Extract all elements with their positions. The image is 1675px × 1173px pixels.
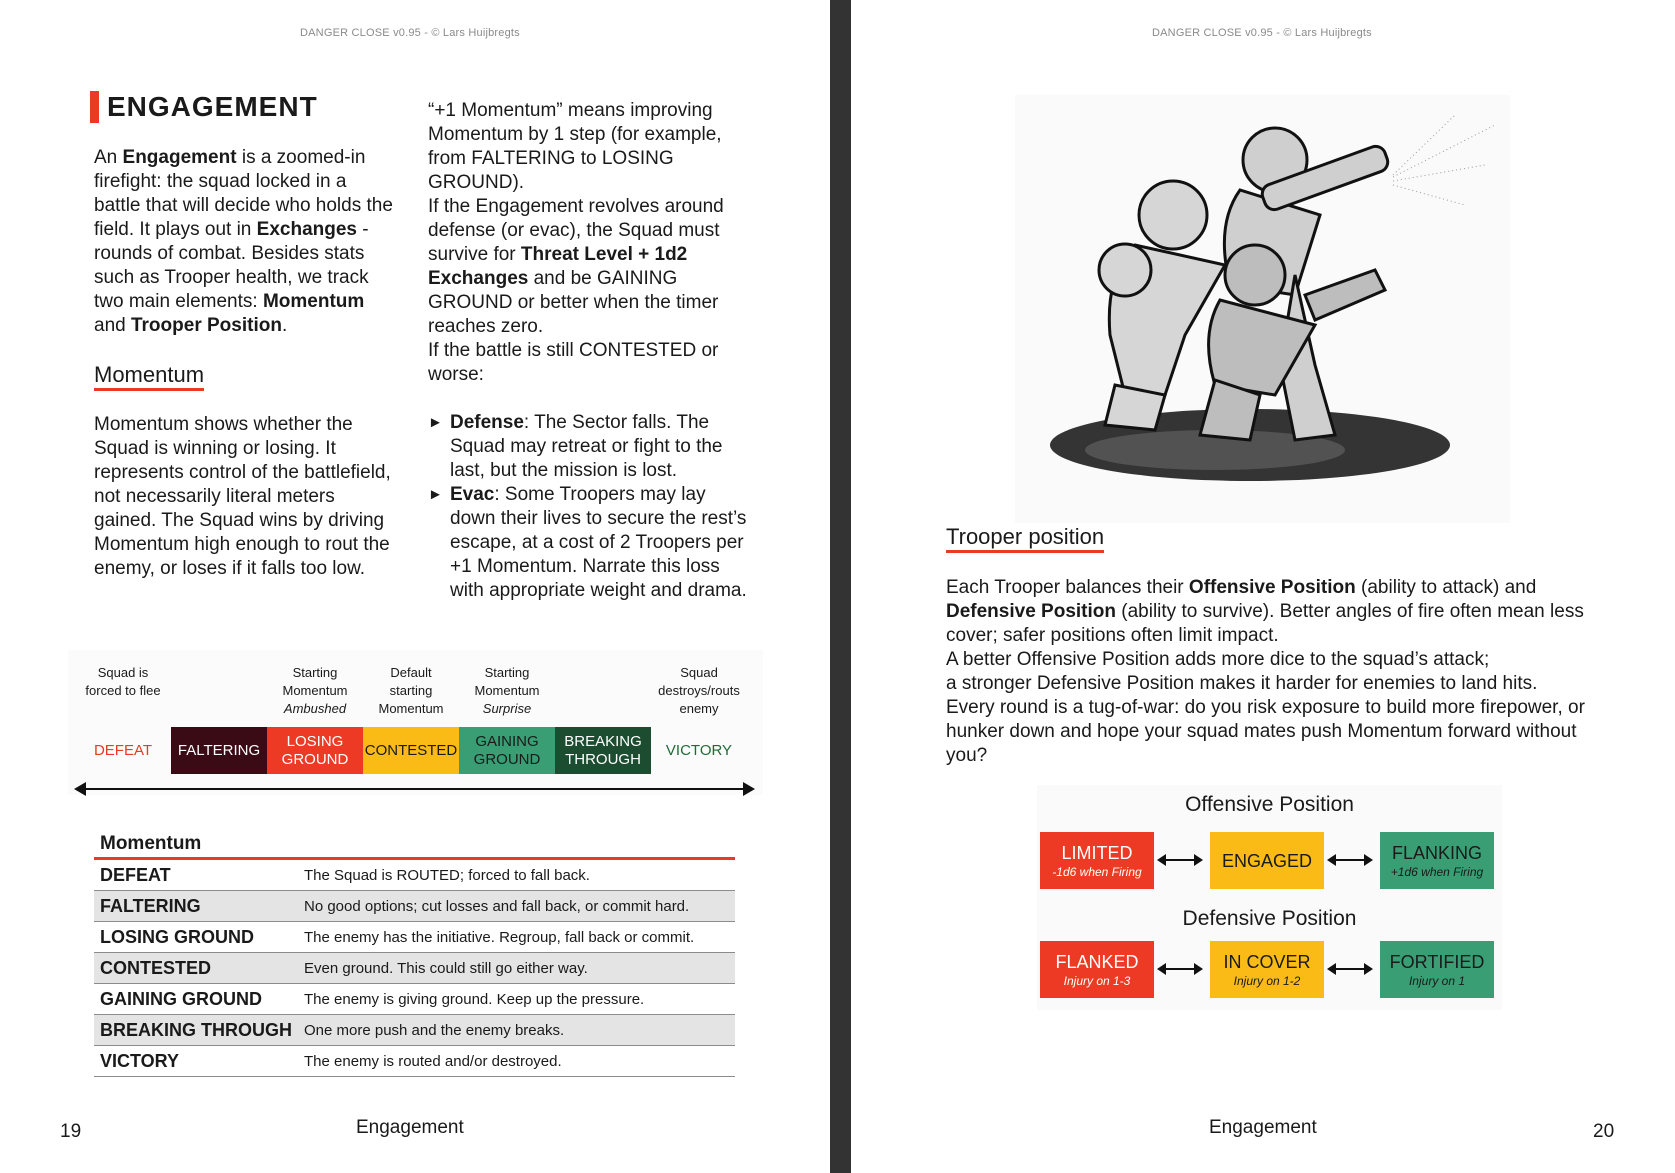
chapter-title-text: ENGAGEMENT bbox=[107, 91, 318, 122]
offensive-paragraph: A better Offensive Position adds more dice to the squad’s attack; bbox=[946, 649, 1490, 670]
defensive-paragraph: a stronger Defensive Position makes it harder for enemies to land hits. bbox=[946, 673, 1538, 694]
track-label: Default starting Momentum bbox=[378, 665, 444, 716]
track-label: Starting Momentum Surprise bbox=[474, 665, 540, 716]
table-row-key: BREAKING THROUGH bbox=[100, 1019, 292, 1040]
left-column bbox=[94, 146, 394, 581]
tug-of-war-paragraph: Every round is a tug-of-war: do you risk exposure to build more firepower, or hunker down and hope your squad mates push Momentum forward without you? bbox=[946, 697, 1585, 766]
double-arrow-icon bbox=[1157, 853, 1203, 867]
track-label: Squad is forced to flee bbox=[85, 665, 161, 698]
offensive-box-limited: LIMITED -1d6 when Firing bbox=[1040, 832, 1154, 889]
arrow-left-icon bbox=[74, 782, 86, 796]
offensive-box-flanking: FLANKING +1d6 when Firing bbox=[1380, 832, 1494, 889]
table-row-value: The enemy is routed and/or destroyed. bbox=[304, 1052, 562, 1070]
defensive-box-fortified: FORTIFIED Injury on 1 bbox=[1380, 941, 1494, 998]
momentum-table-header: Momentum bbox=[94, 830, 735, 860]
page-number: 20 bbox=[1593, 1121, 1615, 1142]
bullet-marker-icon: ► bbox=[428, 414, 443, 431]
table-row-value: No good options; cut losses and fall back, or commit hard. bbox=[304, 897, 690, 915]
table-row bbox=[94, 860, 735, 891]
plus-momentum-paragraph: “+1 Momentum” means improving Momentum by 1 step (for example, from FALTERING to LOSING GROUND). bbox=[428, 100, 722, 193]
footer-chapter: Engagement bbox=[1209, 1117, 1317, 1138]
chapter-accent-bar bbox=[90, 91, 99, 123]
contested-paragraph: If the battle is still CONTESTED or worse: bbox=[428, 340, 719, 385]
table-row-key: FALTERING bbox=[100, 895, 201, 916]
momentum-step-defeat: DEFEAT bbox=[75, 727, 171, 774]
book-gutter bbox=[830, 0, 851, 1173]
table-row-key: VICTORY bbox=[100, 1050, 180, 1071]
momentum-paragraph: Momentum shows whether the Squad is winning or losing. It represents control of the battlefield, not necessarily literal meters gained. The Squad wins by driving Momentum high enough to rout the enemy, or loses if it falls too low. bbox=[94, 414, 391, 579]
defensive-position-title: Defensive Position bbox=[1182, 907, 1357, 930]
table-row bbox=[94, 891, 735, 922]
running-head: DANGER CLOSE v0.95 - © Lars Huijbregts bbox=[1152, 27, 1372, 39]
table-row-key: GAINING GROUND bbox=[100, 988, 262, 1009]
momentum-step-breaking: BREAKING THROUGH bbox=[555, 727, 651, 774]
table-row-value: One more push and the enemy breaks. bbox=[304, 1021, 565, 1039]
table-row-key: CONTESTED bbox=[100, 957, 212, 978]
track-label: Squad destroys/routs enemy bbox=[658, 665, 740, 716]
table-row-key: DEFEAT bbox=[100, 864, 171, 885]
troopers-drawing bbox=[1015, 95, 1510, 523]
double-arrow-icon bbox=[1157, 962, 1203, 976]
momentum-step-victory: VICTORY bbox=[651, 727, 747, 774]
right-column bbox=[428, 99, 748, 603]
intro-paragraph: An Engagement is a zoomed-in firefight: the squad locked in a battle that will decide who holds the field. It plays out in Exchanges - rounds of combat. Besides stats such as Trooper health, we track two main elements: Momentum and Trooper Position. bbox=[94, 147, 393, 336]
momentum-axis-line bbox=[80, 788, 745, 790]
momentum-heading: Momentum bbox=[94, 362, 204, 391]
track-label: Starting Momentum Ambushed bbox=[282, 665, 348, 716]
offensive-box-engaged: ENGAGED bbox=[1210, 832, 1324, 889]
table-row-value: The Squad is ROUTED; forced to fall back. bbox=[304, 866, 590, 884]
offensive-position-title: Offensive Position bbox=[1185, 793, 1354, 816]
bullet-marker-icon: ► bbox=[428, 486, 443, 503]
momentum-table bbox=[94, 830, 735, 1077]
troopers-illustration bbox=[1015, 95, 1510, 523]
table-row bbox=[94, 953, 735, 984]
defense-evac-paragraph: If the Engagement revolves around defense (or evac), the Squad must survive for Threat Level + 1d2 Exchanges and be GAINING GROUND or better when the timer reaches zero. bbox=[428, 196, 724, 337]
bullet-evac: ► Evac: Some Troopers may lay down their lives to secure the rest’s escape, at a cost of 2 Troopers per +1 Momentum. Narrate this loss with appropriate weight and drama. bbox=[428, 484, 747, 601]
chapter-title bbox=[90, 91, 318, 123]
defensive-box-flanked: FLANKED Injury on 1-3 bbox=[1040, 941, 1154, 998]
table-row-value: The enemy is giving ground. Keep up the pressure. bbox=[304, 990, 645, 1008]
arrow-right-icon bbox=[743, 782, 755, 796]
table-row-key: LOSING GROUND bbox=[100, 926, 255, 947]
double-arrow-icon bbox=[1327, 853, 1373, 867]
defensive-box-in-cover: IN COVER Injury on 1-2 bbox=[1210, 941, 1324, 998]
table-row bbox=[94, 1015, 735, 1046]
left-page bbox=[0, 0, 830, 1173]
table-row bbox=[94, 922, 735, 953]
momentum-step-faltering: FALTERING bbox=[171, 727, 267, 774]
running-head: DANGER CLOSE v0.95 - © Lars Huijbregts bbox=[300, 27, 520, 39]
bullet-defense: ► Defense: The Sector falls. The Squad may retreat or fight to the last, but the mission is lost. bbox=[428, 412, 723, 481]
momentum-step-losing: LOSING GROUND bbox=[267, 727, 363, 774]
trooper-position-heading: Trooper position bbox=[946, 524, 1104, 553]
page-number: 19 bbox=[60, 1121, 82, 1142]
double-arrow-icon bbox=[1327, 962, 1373, 976]
table-row-value: Even ground. This could still go either way. bbox=[304, 959, 588, 977]
position-diagram bbox=[1037, 785, 1502, 1010]
trooper-position-heading-wrap bbox=[946, 524, 1104, 553]
momentum-step-contested: CONTESTED bbox=[363, 727, 459, 774]
table-row-value: The enemy has the initiative. Regroup, fall back or commit. bbox=[304, 928, 695, 946]
balance-paragraph: Each Trooper balances their Offensive Position (ability to attack) and Defensive Position (ability to survive). Better angles of fire often mean less cover; safer positions often limit impact. bbox=[946, 577, 1584, 646]
momentum-step-gaining: GAINING GROUND bbox=[459, 727, 555, 774]
table-row bbox=[94, 1046, 735, 1077]
table-row bbox=[94, 984, 735, 1015]
trooper-position-text bbox=[946, 576, 1586, 768]
footer-chapter: Engagement bbox=[356, 1117, 464, 1138]
